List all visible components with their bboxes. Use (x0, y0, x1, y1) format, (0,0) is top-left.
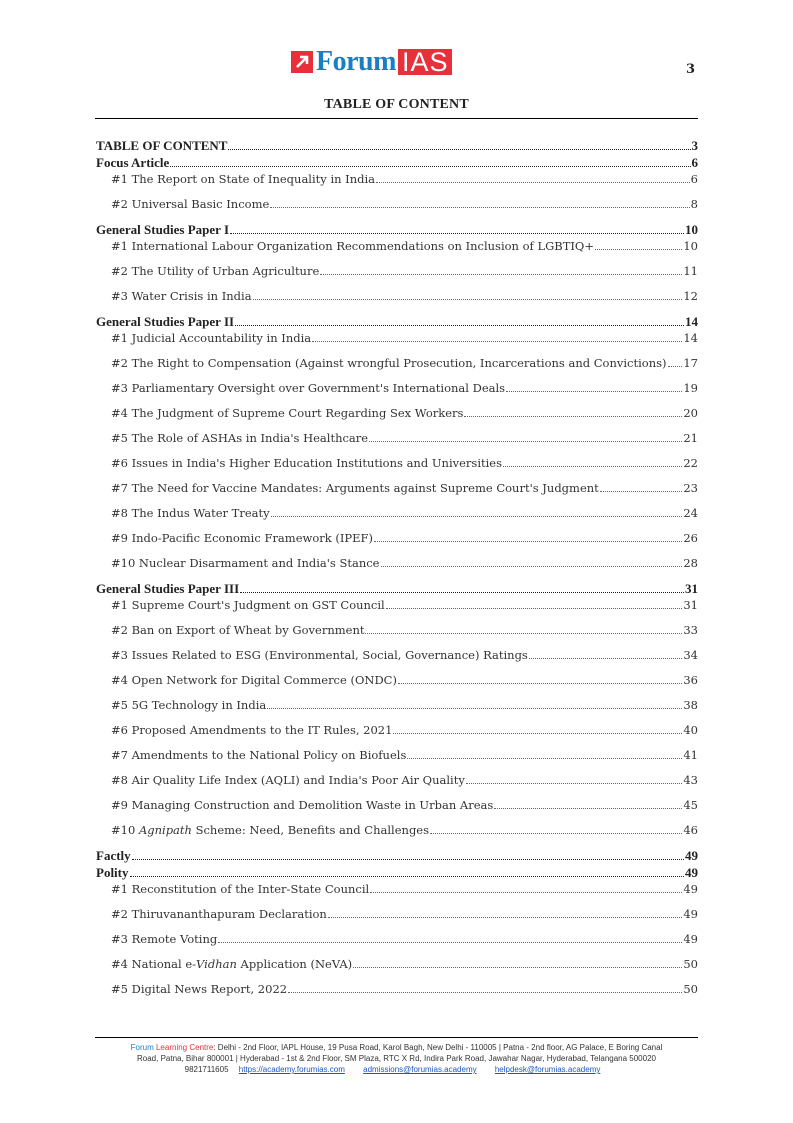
toc-item-entry[interactable] (96, 531, 698, 556)
toc-entry-title: #10 Nuclear Disarmament and India's Stance (111, 556, 380, 570)
toc-entry-page-number: 40 (683, 723, 698, 737)
dot-leader (218, 939, 682, 943)
dot-leader (228, 146, 690, 150)
toc-item-entry[interactable] (96, 481, 698, 506)
dot-leader (407, 755, 682, 759)
toc-entry-page-number: 36 (683, 673, 698, 687)
toc-entry-page-number: 49 (683, 882, 698, 896)
dot-leader (381, 563, 683, 567)
toc-entry-title: #2 Ban on Export of Wheat by Government (111, 623, 365, 637)
toc-item-entry[interactable] (96, 982, 698, 1007)
toc-entry-page-number: 11 (683, 264, 698, 278)
toc-entry-title: #1 The Report on State of Inequality in India (111, 172, 376, 186)
toc-entry-title: #2 The Right to Compensation (Against wrongful Prosecution, Incarcerations and Convictions) (111, 356, 667, 370)
toc-entry-title: #3 Parliamentary Oversight over Government's International Deals (111, 381, 506, 395)
toc-entry-page-number: 6 (691, 155, 698, 170)
footer-address-line-1 (95, 1042, 698, 1053)
toc-entry-title: #5 5G Technology in India (111, 698, 267, 712)
dot-leader (393, 730, 682, 734)
toc-section-entry[interactable] (96, 581, 698, 598)
toc-entry-page-number: 23 (683, 481, 698, 495)
dot-leader (464, 413, 682, 417)
toc-entry-page-number: 49 (683, 907, 698, 921)
header-divider (95, 118, 698, 119)
toc-entry-page-number: 31 (683, 598, 698, 612)
toc-item-entry[interactable] (96, 406, 698, 431)
toc-entry-title: #1 Reconstitution of the Inter-State Council (111, 882, 370, 896)
table-of-contents (96, 138, 698, 1007)
toc-item-entry[interactable] (96, 723, 698, 748)
toc-entry-title: #9 Indo-Pacific Economic Framework (IPEF) (111, 531, 374, 545)
toc-item-entry[interactable] (96, 932, 698, 957)
footer-phone: 9821711605 (184, 1065, 229, 1074)
toc-entry-title-italic: Vidhan (196, 957, 237, 971)
toc-item-entry[interactable] (96, 673, 698, 698)
toc-item-entry[interactable] (96, 698, 698, 723)
toc-entry-title (111, 957, 352, 971)
toc-entry-page-number: 19 (683, 381, 698, 395)
toc-entry-page-number: 6 (690, 172, 698, 186)
toc-entry-page-number: 8 (690, 197, 698, 211)
dot-leader (312, 338, 682, 342)
toc-entry-title: #1 Supreme Court's Judgment on GST Council (111, 598, 385, 612)
toc-item-entry[interactable] (96, 882, 698, 899)
toc-entry-page-number: 10 (685, 222, 698, 237)
toc-section-entry[interactable] (96, 155, 698, 172)
dot-leader (240, 589, 684, 593)
dot-leader (376, 179, 690, 183)
toc-entry-page-number: 31 (685, 581, 698, 596)
dot-leader (370, 889, 682, 893)
toc-entry-page-number: 33 (683, 623, 698, 637)
toc-item-entry[interactable] (96, 598, 698, 615)
footer-address-1: : Delhi - 2nd Floor, IAPL House, 19 Pusa Road, Karol Bagh, New Delhi - 110005 | Patna - 2nd floor, AG Palace, E Boring Canal (213, 1043, 663, 1052)
toc-entry-page-number: 10 (683, 239, 698, 253)
toc-entry-title: #1 International Labour Organization Recommendations on Inclusion of LGBTIQ+ (111, 239, 594, 253)
toc-section-entry[interactable] (96, 314, 698, 331)
dot-leader (353, 964, 682, 968)
toc-entry-title: #3 Issues Related to ESG (Environmental, Social, Governance) Ratings (111, 648, 528, 662)
toc-item-entry[interactable] (96, 957, 698, 982)
dot-leader (374, 538, 682, 542)
toc-entry-title: #1 Judicial Accountability in India (111, 331, 312, 345)
dot-leader (170, 163, 690, 167)
toc-entry-title: #6 Proposed Amendments to the IT Rules, 2021 (111, 723, 393, 737)
footer-address-line-2: Road, Patna, Bihar 800001 | Hyderabad - 1st & 2nd Floor, SM Plaza, RTC X Rd, Indira Park Road, Jawahar Nagar, Hyderabad, Telangana 500020 (137, 1054, 656, 1063)
toc-section-entry[interactable] (96, 222, 698, 239)
toc-entry-title-post: Application (NeVA) (236, 957, 353, 971)
dot-leader (506, 388, 682, 392)
footer-divider (95, 1037, 698, 1038)
toc-item-entry[interactable] (96, 556, 698, 581)
toc-entry-title: General Studies Paper II (96, 314, 235, 329)
logo-forum-text: Forum (316, 46, 396, 77)
toc-entry-page-number: 17 (683, 356, 698, 370)
toc-entry-title: TABLE OF CONTENT (96, 138, 228, 153)
toc-entry-page-number: 28 (683, 556, 698, 570)
toc-entry-title-pre: #10 (111, 823, 139, 837)
toc-entry-title: #2 The Utility of Urban Agriculture (111, 264, 320, 278)
toc-item-entry[interactable] (96, 431, 698, 456)
toc-item-entry[interactable] (96, 748, 698, 773)
toc-entry-title: #2 Universal Basic Income (111, 197, 270, 211)
toc-entry-title: General Studies Paper I (96, 222, 230, 237)
toc-entry-title-italic: Agnipath (138, 823, 192, 837)
dot-leader (271, 513, 683, 517)
dot-leader (288, 989, 682, 993)
toc-item-entry[interactable] (96, 356, 698, 381)
forumias-logo (291, 46, 452, 77)
footer-brand-learning-centre: Learning Centre (155, 1043, 214, 1052)
toc-entry-title: Factly (96, 848, 131, 863)
dot-leader (600, 488, 683, 492)
toc-entry-page-number: 45 (683, 798, 698, 812)
toc-entry-title: #5 The Role of ASHAs in India's Healthcare (111, 431, 369, 445)
footer (95, 1042, 698, 1075)
dot-leader (494, 805, 682, 809)
admissions-email-link[interactable]: admissions@forumias.academy (363, 1065, 477, 1074)
dot-leader (267, 705, 682, 709)
toc-section-entry[interactable] (96, 138, 698, 155)
dot-leader (503, 463, 682, 467)
toc-entry-page-number: 49 (685, 848, 698, 863)
dot-leader (398, 680, 682, 684)
dot-leader (668, 363, 683, 367)
toc-entry-title: #3 Remote Voting (111, 932, 218, 946)
dot-leader (130, 873, 685, 877)
page-number: 3 (685, 62, 695, 77)
page-title: TABLE OF CONTENT (324, 97, 469, 112)
dot-leader (235, 322, 684, 326)
toc-entry-page-number: 3 (691, 138, 698, 153)
toc-entry-page-number: 46 (683, 823, 698, 837)
toc-entry-page-number: 26 (683, 531, 698, 545)
toc-entry-title: Focus Article (96, 155, 170, 170)
toc-item-entry[interactable] (96, 197, 698, 222)
toc-entry-page-number: 34 (683, 648, 698, 662)
toc-entry-title: #8 The Indus Water Treaty (111, 506, 270, 520)
toc-section-entry[interactable] (96, 848, 698, 865)
toc-entry-title: #3 Water Crisis in India (111, 289, 252, 303)
toc-entry-title: #4 The Judgment of Supreme Court Regarding Sex Workers (111, 406, 464, 420)
toc-entry-title: #7 The Need for Vaccine Mandates: Arguments against Supreme Court's Judgment (111, 481, 599, 495)
toc-item-entry[interactable] (96, 823, 698, 848)
toc-item-entry[interactable] (96, 172, 698, 189)
toc-entry-title-pre: #4 National e- (111, 957, 197, 971)
toc-entry-page-number: 49 (683, 932, 698, 946)
toc-entry-page-number: 49 (685, 865, 698, 880)
toc-item-entry[interactable] (96, 456, 698, 481)
dot-leader (386, 605, 683, 609)
toc-entry-page-number: 50 (683, 982, 698, 996)
toc-entry-page-number: 24 (683, 506, 698, 520)
dot-leader (369, 438, 682, 442)
dot-leader (328, 914, 683, 918)
toc-item-entry[interactable] (96, 798, 698, 823)
toc-entry-title: General Studies Paper III (96, 581, 240, 596)
footer-brand-forum: Forum (130, 1043, 156, 1052)
toc-entry-title: #8 Air Quality Life Index (AQLI) and India's Poor Air Quality (111, 773, 465, 787)
toc-item-entry[interactable] (96, 289, 698, 314)
toc-entry-page-number: 14 (683, 331, 698, 345)
helpdesk-email-link[interactable]: helpdesk@forumias.academy (494, 1065, 601, 1074)
toc-item-entry[interactable] (96, 381, 698, 406)
toc-entry-page-number: 22 (683, 456, 698, 470)
toc-entry-title: #2 Thiruvananthapuram Declaration (111, 907, 327, 921)
academy-link[interactable]: https://academy.forumias.com (238, 1065, 345, 1074)
toc-entry-title: #9 Managing Construction and Demolition Waste in Urban Areas (111, 798, 494, 812)
arrow-up-right-icon (291, 51, 313, 73)
toc-entry-title: #4 Open Network for Digital Commerce (ONDC) (111, 673, 397, 687)
dot-leader (253, 296, 683, 300)
toc-item-entry[interactable] (96, 907, 698, 932)
toc-entry-page-number: 12 (683, 289, 698, 303)
dot-leader (529, 655, 683, 659)
toc-item-entry[interactable] (96, 648, 698, 673)
toc-entry-page-number: 50 (683, 957, 698, 971)
toc-entry-page-number: 20 (683, 406, 698, 420)
toc-entry-title-post: Scheme: Need, Benefits and Challenges (191, 823, 430, 837)
toc-item-entry[interactable] (96, 623, 698, 648)
dot-leader (270, 204, 689, 208)
toc-entry-title: #6 Issues in India's Higher Education Institutions and Universities (111, 456, 503, 470)
toc-entry-title: #5 Digital News Report, 2022 (111, 982, 288, 996)
toc-entry-page-number: 21 (683, 431, 698, 445)
footer-contacts (95, 1064, 698, 1075)
toc-item-entry[interactable] (96, 331, 698, 348)
toc-entry-page-number: 41 (683, 748, 698, 762)
dot-leader (365, 630, 682, 634)
dot-leader (230, 230, 684, 234)
dot-leader (595, 246, 682, 250)
toc-section-entry[interactable] (96, 865, 698, 882)
toc-entry-page-number: 43 (683, 773, 698, 787)
toc-entry-title (111, 823, 429, 837)
toc-item-entry[interactable] (96, 773, 698, 798)
dot-leader (320, 271, 682, 275)
toc-entry-page-number: 38 (683, 698, 698, 712)
toc-entry-page-number: 14 (685, 314, 698, 329)
dot-leader (132, 856, 684, 860)
toc-entry-title: #7 Amendments to the National Policy on Biofuels (111, 748, 407, 762)
toc-item-entry[interactable] (96, 506, 698, 531)
toc-entry-title: Polity (96, 865, 129, 880)
dot-leader (466, 780, 683, 784)
toc-item-entry[interactable] (96, 264, 698, 289)
dot-leader (430, 830, 682, 834)
toc-item-entry[interactable] (96, 239, 698, 256)
logo-ias-text: IAS (398, 49, 453, 75)
